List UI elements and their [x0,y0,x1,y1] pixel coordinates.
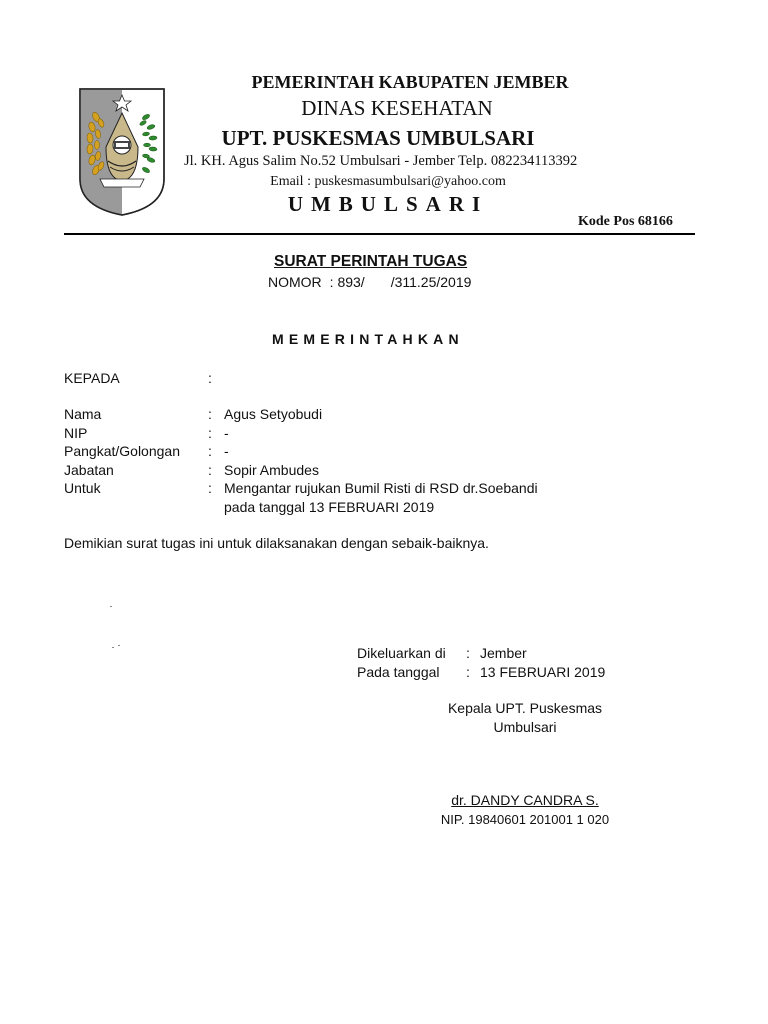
field-value-nip: - [224,425,229,441]
field-colon: : [208,480,212,496]
signatory-title: Kepala UPT. Puskesmas [447,700,603,716]
postal-code: Kode Pos 68166 [578,214,673,229]
issued-place-value: Jember [480,645,527,661]
document-title: SURAT PERINTAH TUGAS [274,253,468,270]
field-label-nip: NIP [64,425,88,441]
issued-place-label: Dikeluarkan di [357,645,446,661]
jember-regency-coat-of-arms-icon [78,87,166,217]
letterhead-institution: UPT. PUSKESMAS UMBULSARI [221,126,535,150]
issued-date-label: Pada tanggal [357,664,440,680]
letterhead-government: PEMERINTAH KABUPATEN JEMBER [251,72,569,92]
signatory-title-line2: Umbulsari [493,719,557,735]
number-part1: 893/ [337,274,365,290]
field-label-jabatan: Jabatan [64,462,114,478]
document-number [268,274,471,290]
field-colon: : [208,425,212,441]
field-value-untuk: Mengantar rujukan Bumil Risti di RSD dr.Soebandi [224,480,538,496]
issued-colon: : [466,645,470,661]
letterhead-department: DINAS KESEHATAN [301,96,493,120]
field-value-nama: Agus Setyobudi [224,406,323,422]
field-value-untuk-line2: pada tanggal 13 FEBRUARI 2019 [224,499,435,515]
issued-colon: : [466,664,470,680]
order-heading: MEMERINTAHKAN [272,331,464,347]
scan-speck [112,647,114,648]
signatory-nip: NIP. 19840601 201001 1 020 [440,812,610,827]
field-label-pangkat: Pangkat/Golongan [64,443,180,459]
letterhead-divider [64,233,695,235]
scan-speck [118,645,120,646]
scan-speck [110,606,112,607]
field-colon: : [208,443,212,459]
number-label: NOMOR [268,274,322,290]
field-colon: : [208,406,212,422]
field-label-untuk: Untuk [64,480,101,496]
letterhead-city: UMBULSARI [287,192,489,216]
letterhead-address: Jl. KH. Agus Salim No.52 Umbulsari - Jember Telp. 082234113392 [184,153,578,169]
kepada-colon: : [208,370,212,386]
issued-date-value: 13 FEBRUARI 2019 [480,664,606,680]
kepada-label: KEPADA [64,370,120,386]
closing-statement: Demikian surat tugas ini untuk dilaksanakan dengan sebaik-baiknya. [64,535,489,551]
field-label-nama: Nama [64,406,102,422]
field-colon: : [208,462,212,478]
signatory-name: dr. DANDY CANDRA S. [451,792,599,808]
number-part2: /311.25/2019 [390,274,472,290]
number-colon: : [329,274,334,290]
field-value-jabatan: Sopir Ambudes [224,462,319,478]
letterhead-email: Email : puskesmasumbulsari@yahoo.com [270,174,506,189]
field-value-pangkat: - [224,443,229,459]
